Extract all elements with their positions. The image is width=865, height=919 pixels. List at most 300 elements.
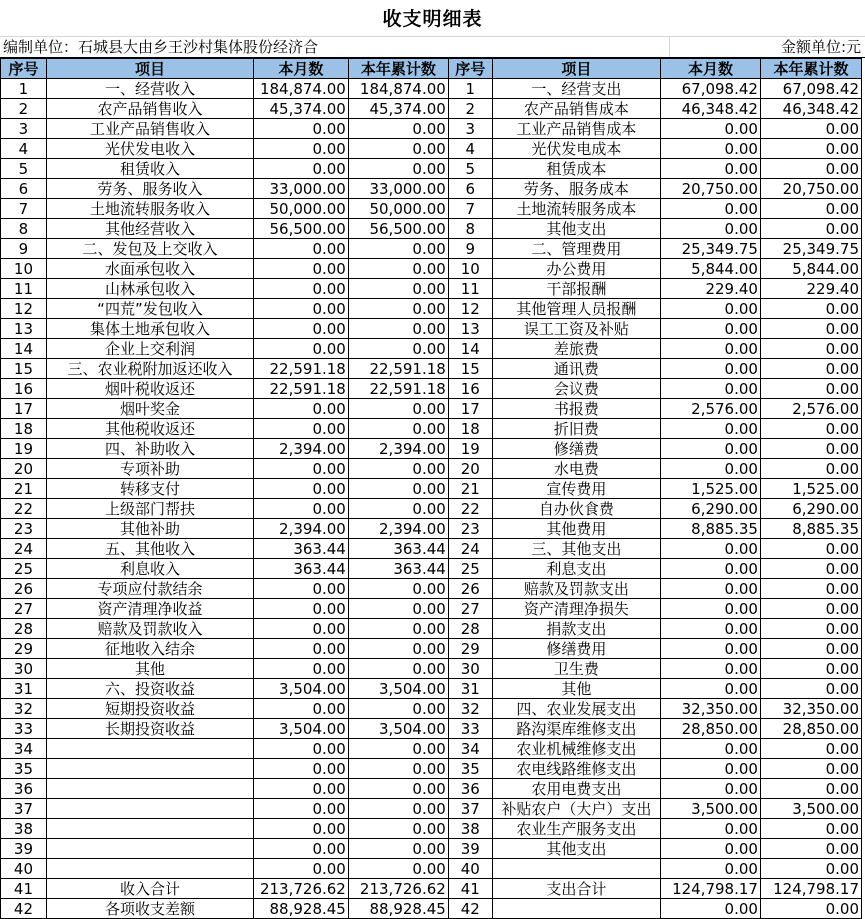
expense-year-cell: 0.00 <box>760 859 861 879</box>
expense-seq-cell: 16 <box>448 379 492 399</box>
expense-month-cell: 0.00 <box>660 419 760 439</box>
expense-year-cell: 0.00 <box>760 899 861 919</box>
expense-year-cell: 0.00 <box>760 659 861 679</box>
expense-month-cell: 0.00 <box>660 639 760 659</box>
expense-month-cell: 25,349.75 <box>660 239 760 259</box>
expense-month-cell: 20,750.00 <box>660 179 760 199</box>
income-seq-cell: 23 <box>1 519 47 539</box>
income-item-cell: 转移支付 <box>46 479 253 499</box>
expense-seq-cell: 13 <box>448 319 492 339</box>
expense-year-cell: 0.00 <box>760 199 861 219</box>
expense-month-cell: 28,850.00 <box>660 719 760 739</box>
income-year-cell: 0.00 <box>348 259 448 279</box>
expense-month-cell: 5,844.00 <box>660 259 760 279</box>
expense-seq-cell: 31 <box>448 679 492 699</box>
income-seq-cell: 9 <box>1 239 47 259</box>
income-seq-cell: 1 <box>1 79 47 99</box>
income-item-cell: 赔款及罚款收入 <box>46 619 253 639</box>
income-seq-cell: 25 <box>1 559 47 579</box>
table-row <box>1 519 862 539</box>
income-month-header: 本月数 <box>253 59 348 79</box>
table-row <box>1 499 862 519</box>
expense-year-cell: 0.00 <box>760 779 861 799</box>
expense-item-cell: 自办伙食费 <box>492 499 660 519</box>
income-month-cell: 0.00 <box>253 599 348 619</box>
income-year-cell: 0.00 <box>348 639 448 659</box>
expense-seq-cell: 25 <box>448 559 492 579</box>
table-row <box>1 579 862 599</box>
expense-year-cell: 28,850.00 <box>760 719 861 739</box>
income-month-cell: 0.00 <box>253 239 348 259</box>
expense-year-cell: 0.00 <box>760 379 861 399</box>
income-year-cell: 213,726.62 <box>348 879 448 899</box>
expense-seq-cell: 26 <box>448 579 492 599</box>
income-item-cell: 一、经营收入 <box>46 79 253 99</box>
income-year-cell: 0.00 <box>348 159 448 179</box>
income-item-cell: 五、其他收入 <box>46 539 253 559</box>
table-row <box>1 899 862 919</box>
table-header-row <box>1 59 862 79</box>
expense-item-cell: 书报费 <box>492 399 660 419</box>
expense-seq-cell: 4 <box>448 139 492 159</box>
income-seq-cell: 5 <box>1 159 47 179</box>
table-row <box>1 719 862 739</box>
income-seq-cell: 39 <box>1 839 47 859</box>
income-month-cell: 0.00 <box>253 639 348 659</box>
expense-month-cell: 0.00 <box>660 319 760 339</box>
expense-month-cell: 0.00 <box>660 579 760 599</box>
expense-month-cell: 32,350.00 <box>660 699 760 719</box>
income-month-cell: 0.00 <box>253 259 348 279</box>
expense-item-cell: 会议费 <box>492 379 660 399</box>
expense-month-cell: 1,525.00 <box>660 479 760 499</box>
income-month-cell: 2,394.00 <box>253 519 348 539</box>
income-month-cell: 50,000.00 <box>253 199 348 219</box>
income-month-cell: 0.00 <box>253 279 348 299</box>
expense-year-cell: 0.00 <box>760 619 861 639</box>
expense-item-cell: 农电线路维修支出 <box>492 759 660 779</box>
expense-seq-cell: 2 <box>448 99 492 119</box>
income-item-cell: 三、农业税附加返还收入 <box>46 359 253 379</box>
expense-seq-cell: 20 <box>448 459 492 479</box>
income-item-cell: 山林承包收入 <box>46 279 253 299</box>
expense-year-cell: 0.00 <box>760 599 861 619</box>
expense-item-cell: 通讯费 <box>492 359 660 379</box>
income-month-cell: 0.00 <box>253 739 348 759</box>
table-row <box>1 159 862 179</box>
table-row <box>1 79 862 99</box>
income-year-cell: 0.00 <box>348 779 448 799</box>
income-seq-cell: 21 <box>1 479 47 499</box>
expense-year-cell: 0.00 <box>760 419 861 439</box>
expense-seq-cell: 17 <box>448 399 492 419</box>
expense-month-cell: 0.00 <box>660 559 760 579</box>
expense-item-cell: 资产清理净损失 <box>492 599 660 619</box>
expense-year-cell: 0.00 <box>760 339 861 359</box>
income-year-cell: 88,928.45 <box>348 899 448 919</box>
currency-unit: 金额单位:元 <box>780 38 861 56</box>
expense-item-cell: 差旅费 <box>492 339 660 359</box>
expense-year-cell: 0.00 <box>760 539 861 559</box>
expense-year-cell: 0.00 <box>760 319 861 339</box>
expense-year-cell: 0.00 <box>760 739 861 759</box>
expense-year-cell: 0.00 <box>760 119 861 139</box>
table-row <box>1 879 862 899</box>
income-seq-cell: 2 <box>1 99 47 119</box>
income-year-cell: 0.00 <box>348 579 448 599</box>
expense-month-cell: 0.00 <box>660 539 760 559</box>
expense-seq-cell: 30 <box>448 659 492 679</box>
expense-month-cell: 124,798.17 <box>660 879 760 899</box>
expense-month-cell: 0.00 <box>660 359 760 379</box>
expense-month-cell: 2,576.00 <box>660 399 760 419</box>
income-seq-cell: 18 <box>1 419 47 439</box>
expense-year-cell: 124,798.17 <box>760 879 861 899</box>
income-item-cell: 光伏发电收入 <box>46 139 253 159</box>
expense-seq-cell: 28 <box>448 619 492 639</box>
expense-year-cell: 0.00 <box>760 559 861 579</box>
income-seq-cell: 38 <box>1 819 47 839</box>
expense-seq-cell: 7 <box>448 199 492 219</box>
income-seq-cell: 20 <box>1 459 47 479</box>
income-year-cell: 0.00 <box>348 339 448 359</box>
table-row <box>1 839 862 859</box>
expense-item-cell: 租赁成本 <box>492 159 660 179</box>
income-year-cell: 0.00 <box>348 419 448 439</box>
income-month-cell: 0.00 <box>253 479 348 499</box>
table-row <box>1 439 862 459</box>
expense-year-cell: 0.00 <box>760 459 861 479</box>
income-seq-cell: 15 <box>1 359 47 379</box>
expense-seq-cell: 12 <box>448 299 492 319</box>
expense-month-cell: 0.00 <box>660 659 760 679</box>
expense-seq-header: 序号 <box>448 59 492 79</box>
expense-item-cell: 办公费用 <box>492 259 660 279</box>
table-row <box>1 259 862 279</box>
income-item-cell: 集体土地承包收入 <box>46 319 253 339</box>
expense-item-cell: 四、农业发展支出 <box>492 699 660 719</box>
income-item-cell: 其他补助 <box>46 519 253 539</box>
income-month-cell: 0.00 <box>253 659 348 679</box>
expense-year-header: 本年累计数 <box>760 59 861 79</box>
income-month-cell: 3,504.00 <box>253 679 348 699</box>
income-seq-cell: 17 <box>1 399 47 419</box>
expense-seq-cell: 35 <box>448 759 492 779</box>
table-row <box>1 859 862 879</box>
expense-item-cell: 宣传费用 <box>492 479 660 499</box>
income-year-cell: 33,000.00 <box>348 179 448 199</box>
income-item-cell: 烟叶奖金 <box>46 399 253 419</box>
income-seq-cell: 11 <box>1 279 47 299</box>
table-row <box>1 239 862 259</box>
expense-month-cell: 0.00 <box>660 159 760 179</box>
income-seq-cell: 36 <box>1 779 47 799</box>
expense-month-cell: 46,348.42 <box>660 99 760 119</box>
income-seq-cell: 26 <box>1 579 47 599</box>
income-seq-header: 序号 <box>1 59 47 79</box>
meta-divider <box>669 37 670 57</box>
expense-year-cell: 0.00 <box>760 139 861 159</box>
income-seq-cell: 22 <box>1 499 47 519</box>
income-seq-cell: 8 <box>1 219 47 239</box>
expense-seq-cell: 42 <box>448 899 492 919</box>
expense-seq-cell: 14 <box>448 339 492 359</box>
expense-year-cell: 0.00 <box>760 819 861 839</box>
income-year-cell: 3,504.00 <box>348 719 448 739</box>
expense-item-cell: 一、经营支出 <box>492 79 660 99</box>
income-seq-cell: 13 <box>1 319 47 339</box>
expense-seq-cell: 5 <box>448 159 492 179</box>
expense-month-cell: 0.00 <box>660 599 760 619</box>
expense-month-cell: 0.00 <box>660 739 760 759</box>
income-item-cell: 其他 <box>46 659 253 679</box>
expense-month-header: 本月数 <box>660 59 760 79</box>
table-row <box>1 559 862 579</box>
expense-item-cell: 误工工资及补贴 <box>492 319 660 339</box>
income-month-cell: 363.44 <box>253 539 348 559</box>
income-month-cell: 88,928.45 <box>253 899 348 919</box>
expense-seq-cell: 32 <box>448 699 492 719</box>
expense-year-cell: 67,098.42 <box>760 79 861 99</box>
income-item-cell: 农产品销售收入 <box>46 99 253 119</box>
income-item-cell: 短期投资收益 <box>46 699 253 719</box>
income-item-cell <box>46 779 253 799</box>
income-month-cell: 0.00 <box>253 319 348 339</box>
income-month-cell: 0.00 <box>253 419 348 439</box>
income-item-cell <box>46 819 253 839</box>
income-year-cell: 56,500.00 <box>348 219 448 239</box>
income-year-cell: 45,374.00 <box>348 99 448 119</box>
income-year-cell: 2,394.00 <box>348 519 448 539</box>
income-month-cell: 0.00 <box>253 579 348 599</box>
income-year-cell: 0.00 <box>348 479 448 499</box>
income-seq-cell: 12 <box>1 299 47 319</box>
table-row <box>1 219 862 239</box>
report-title: 收支明细表 <box>382 8 483 30</box>
expense-month-cell: 229.40 <box>660 279 760 299</box>
expense-seq-cell: 9 <box>448 239 492 259</box>
income-item-cell: 资产清理净收益 <box>46 599 253 619</box>
expense-month-cell: 0.00 <box>660 439 760 459</box>
expense-year-cell: 0.00 <box>760 839 861 859</box>
income-year-cell: 2,394.00 <box>348 439 448 459</box>
compiling-unit: 编制单位：石城县大由乡王沙村集体股份经济合 <box>3 38 319 56</box>
income-month-cell: 184,874.00 <box>253 79 348 99</box>
expense-year-cell: 0.00 <box>760 219 861 239</box>
income-item-cell: 收入合计 <box>46 879 253 899</box>
expense-month-cell: 0.00 <box>660 899 760 919</box>
income-seq-cell: 40 <box>1 859 47 879</box>
expense-year-cell: 46,348.42 <box>760 99 861 119</box>
table-row <box>1 139 862 159</box>
expense-month-cell: 0.00 <box>660 459 760 479</box>
income-month-cell: 363.44 <box>253 559 348 579</box>
expense-item-cell: 补贴农户（大户）支出 <box>492 799 660 819</box>
table-row <box>1 399 862 419</box>
expense-seq-cell: 6 <box>448 179 492 199</box>
table-row <box>1 99 862 119</box>
income-seq-cell: 19 <box>1 439 47 459</box>
expense-item-cell: 其他 <box>492 679 660 699</box>
table-row <box>1 339 862 359</box>
income-item-cell <box>46 839 253 859</box>
table-row <box>1 419 862 439</box>
income-seq-cell: 32 <box>1 699 47 719</box>
expense-item-cell: 其他支出 <box>492 219 660 239</box>
income-item-cell: 其他税收返还 <box>46 419 253 439</box>
table-row <box>1 699 862 719</box>
table-row <box>1 179 862 199</box>
expense-seq-cell: 34 <box>448 739 492 759</box>
income-item-cell <box>46 759 253 779</box>
income-seq-cell: 31 <box>1 679 47 699</box>
expense-item-header: 项目 <box>492 59 660 79</box>
income-year-cell: 0.00 <box>348 759 448 779</box>
income-month-cell: 45,374.00 <box>253 99 348 119</box>
expense-item-cell <box>492 859 660 879</box>
expense-item-cell: 水电费 <box>492 459 660 479</box>
income-item-header: 项目 <box>46 59 253 79</box>
income-year-cell: 0.00 <box>348 819 448 839</box>
income-item-cell <box>46 859 253 879</box>
expense-year-cell: 2,576.00 <box>760 399 861 419</box>
income-year-cell: 363.44 <box>348 539 448 559</box>
expense-seq-cell: 36 <box>448 779 492 799</box>
expense-item-cell <box>492 899 660 919</box>
expense-month-cell: 0.00 <box>660 839 760 859</box>
expense-item-cell: 农业机械维修支出 <box>492 739 660 759</box>
expense-year-cell: 1,525.00 <box>760 479 861 499</box>
income-year-cell: 0.00 <box>348 739 448 759</box>
expense-item-cell: 干部报酬 <box>492 279 660 299</box>
income-year-cell: 184,874.00 <box>348 79 448 99</box>
income-seq-cell: 7 <box>1 199 47 219</box>
expense-year-cell: 0.00 <box>760 439 861 459</box>
income-seq-cell: 37 <box>1 799 47 819</box>
expense-month-cell: 67,098.42 <box>660 79 760 99</box>
expense-item-cell: 土地流转服务成本 <box>492 199 660 219</box>
income-year-cell: 22,591.18 <box>348 359 448 379</box>
expense-seq-cell: 29 <box>448 639 492 659</box>
expense-month-cell: 0.00 <box>660 139 760 159</box>
expense-item-cell: 其他支出 <box>492 839 660 859</box>
expense-item-cell: 农业生产服务支出 <box>492 819 660 839</box>
report-meta <box>0 36 865 58</box>
income-seq-cell: 14 <box>1 339 47 359</box>
income-item-cell: 长期投资收益 <box>46 719 253 739</box>
income-item-cell <box>46 799 253 819</box>
income-month-cell: 0.00 <box>253 159 348 179</box>
income-month-cell: 0.00 <box>253 699 348 719</box>
income-month-cell: 3,504.00 <box>253 719 348 739</box>
expense-year-cell: 0.00 <box>760 679 861 699</box>
expense-month-cell: 0.00 <box>660 859 760 879</box>
table-row <box>1 799 862 819</box>
expense-year-cell: 5,844.00 <box>760 259 861 279</box>
expense-item-cell: 二、管理费用 <box>492 239 660 259</box>
expense-year-cell: 0.00 <box>760 359 861 379</box>
expense-item-cell: 农产品销售成本 <box>492 99 660 119</box>
income-year-cell: 0.00 <box>348 299 448 319</box>
table-row <box>1 639 862 659</box>
expense-seq-cell: 22 <box>448 499 492 519</box>
expense-seq-cell: 15 <box>448 359 492 379</box>
expense-seq-cell: 21 <box>448 479 492 499</box>
income-seq-cell: 30 <box>1 659 47 679</box>
expense-seq-cell: 24 <box>448 539 492 559</box>
expense-seq-cell: 41 <box>448 879 492 899</box>
income-item-cell <box>46 739 253 759</box>
income-year-cell: 22,591.18 <box>348 379 448 399</box>
table-row <box>1 359 862 379</box>
income-seq-cell: 3 <box>1 119 47 139</box>
income-seq-cell: 33 <box>1 719 47 739</box>
income-year-header: 本年累计数 <box>348 59 448 79</box>
income-month-cell: 213,726.62 <box>253 879 348 899</box>
expense-seq-cell: 18 <box>448 419 492 439</box>
expense-item-cell: 三、其他支出 <box>492 539 660 559</box>
income-item-cell: 租赁收入 <box>46 159 253 179</box>
expense-month-cell: 0.00 <box>660 199 760 219</box>
income-seq-cell: 27 <box>1 599 47 619</box>
income-item-cell: 水面承包收入 <box>46 259 253 279</box>
income-year-cell: 0.00 <box>348 279 448 299</box>
expense-seq-cell: 33 <box>448 719 492 739</box>
expense-seq-cell: 1 <box>448 79 492 99</box>
expense-seq-cell: 38 <box>448 819 492 839</box>
income-year-cell: 0.00 <box>348 839 448 859</box>
expense-year-cell: 229.40 <box>760 279 861 299</box>
income-month-cell: 0.00 <box>253 819 348 839</box>
income-item-cell: 专项应付款结余 <box>46 579 253 599</box>
expense-item-cell: 修缮费用 <box>492 639 660 659</box>
income-item-cell: 烟叶税收返还 <box>46 379 253 399</box>
expense-year-cell: 25,349.75 <box>760 239 861 259</box>
expense-year-cell: 0.00 <box>760 759 861 779</box>
expense-month-cell: 0.00 <box>660 759 760 779</box>
expense-item-cell: 劳务、服务成本 <box>492 179 660 199</box>
income-seq-cell: 24 <box>1 539 47 559</box>
table-row <box>1 679 862 699</box>
income-seq-cell: 42 <box>1 899 47 919</box>
expense-item-cell: 修缮费 <box>492 439 660 459</box>
income-year-cell: 0.00 <box>348 139 448 159</box>
income-expense-table <box>0 58 862 919</box>
income-month-cell: 56,500.00 <box>253 219 348 239</box>
expense-seq-cell: 39 <box>448 839 492 859</box>
income-year-cell: 0.00 <box>348 799 448 819</box>
income-seq-cell: 29 <box>1 639 47 659</box>
table-row <box>1 819 862 839</box>
income-item-cell: 各项收支差额 <box>46 899 253 919</box>
expense-month-cell: 0.00 <box>660 299 760 319</box>
table-row <box>1 619 862 639</box>
expense-seq-cell: 10 <box>448 259 492 279</box>
expense-month-cell: 8,885.35 <box>660 519 760 539</box>
income-item-cell: 劳务、服务收入 <box>46 179 253 199</box>
income-year-cell: 0.00 <box>348 599 448 619</box>
income-month-cell: 0.00 <box>253 499 348 519</box>
table-row <box>1 759 862 779</box>
income-seq-cell: 16 <box>1 379 47 399</box>
income-item-cell: “四荒”发包收入 <box>46 299 253 319</box>
income-item-cell: 土地流转服务收入 <box>46 199 253 219</box>
expense-year-cell: 8,885.35 <box>760 519 861 539</box>
expense-item-cell: 卫生费 <box>492 659 660 679</box>
income-year-cell: 3,504.00 <box>348 679 448 699</box>
expense-year-cell: 0.00 <box>760 639 861 659</box>
expense-month-cell: 0.00 <box>660 219 760 239</box>
